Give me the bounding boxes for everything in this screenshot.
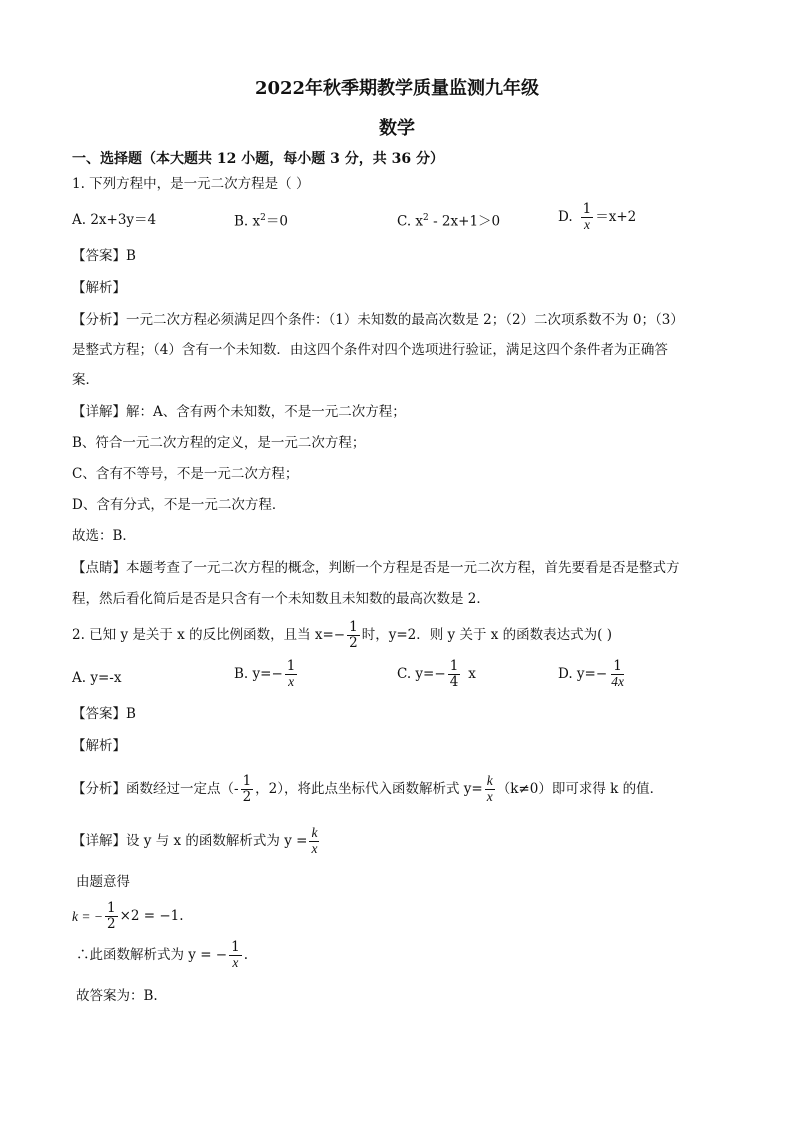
q2-therefore-num: 1 — [231, 939, 240, 955]
q2-option-c-pre: C. y=− — [397, 665, 446, 682]
q2-option-d-pre: D. y=− — [558, 665, 608, 682]
q1-option-b-sup: 2 — [260, 213, 266, 223]
q1-dianjing-tag: 【点睛】 — [72, 560, 126, 576]
q2-option-b — [234, 659, 299, 690]
q1-xiangjie-tag: 【详解】 — [72, 404, 126, 420]
q2-fenxi-num2: k — [486, 773, 493, 788]
subject-title: 数学 — [379, 118, 415, 139]
q2-stem-fraction — [347, 620, 360, 651]
q2-option-b-den: x — [288, 673, 295, 689]
q2-therefore-fraction — [229, 940, 242, 971]
q2-fenxi-post: （k≠0）即可求得 k 的值． — [496, 780, 664, 797]
q2-option-c — [397, 659, 476, 690]
q1-option-b-post: ＝0 — [265, 213, 288, 230]
q1-answer-tag: 【答案】 — [72, 248, 126, 264]
q1-stem: 1. 下列方程中，是一元二次方程是（ ） — [72, 176, 310, 192]
q2-xiangjie-den: x — [311, 840, 318, 856]
q2-option-d-den: 4x — [611, 673, 624, 689]
q1-xiangjie-b: B、符合一元二次方程的定义，是一元二次方程； — [72, 435, 366, 451]
q1-option-b — [234, 214, 288, 229]
q1-fenxi-line1 — [72, 314, 684, 328]
q1-option-c — [397, 214, 500, 229]
q2-option-b-num: 1 — [286, 658, 296, 674]
q2-option-d-fraction — [609, 659, 626, 690]
q2-therefore-den: x — [232, 954, 239, 970]
q1-xiangjie-a — [72, 406, 406, 420]
q2-therefore-pre: ∴此函数解析式为 y = − — [76, 946, 228, 963]
q1-dianjing-text1: 本题考查了一元二次方程的概念，判断一个方程是否是一元二次方程，首先要看是否是整式方 — [126, 560, 680, 576]
q1-fenxi-tag: 【分析】 — [72, 312, 126, 328]
q2-option-a: A. y=-x — [72, 670, 122, 686]
q2-k-num: 1 — [106, 900, 116, 916]
q2-option-c-post: x — [468, 665, 476, 682]
q2-option-d-num: 1 — [613, 658, 622, 674]
q1-option-d-den: x — [583, 216, 590, 232]
q2-fenxi-num1: 1 — [242, 773, 252, 789]
q2-stem-post: 时，y=2．则 y 关于 x 的函数表达式为( ) — [361, 626, 612, 643]
q2-answer — [72, 708, 136, 722]
q2-xiangjie-tag: 【详解】 — [72, 832, 126, 849]
q2-fenxi-pre: 函数经过一定点（- — [126, 780, 239, 797]
q1-option-c-pre: C. x — [397, 213, 424, 230]
q2-option-c-den: 4 — [449, 673, 459, 690]
q1-option-b-pre: B. x — [234, 213, 261, 230]
q2-k-pre: k = − — [72, 908, 103, 924]
q2-option-b-pre: B. y=− — [234, 665, 283, 682]
q2-fenxi-tag: 【分析】 — [72, 780, 126, 797]
q2-stem-num: 1 — [349, 619, 358, 635]
q2-xiangjie-fraction — [309, 826, 319, 857]
q1-option-d — [558, 202, 636, 233]
q2-option-c-num: 1 — [449, 658, 459, 674]
q1-answer-value: B — [126, 248, 136, 264]
q2-fenxi — [72, 774, 663, 805]
q2-therefore — [76, 940, 248, 971]
q1-choose: 故选：B． — [72, 528, 136, 544]
q2-stem-den: 2 — [349, 634, 358, 651]
q2-option-b-fraction — [285, 659, 298, 690]
q1-analysis-tag: 【解析】 — [72, 280, 126, 296]
q1-answer — [72, 250, 136, 264]
q1-dianjing-line2: 程，然后看化简后是否是只含有一个未知数且未知数的最高次数是 2． — [72, 591, 490, 607]
q2-k-post: ×2 = −1. — [119, 907, 184, 924]
q2-answer-tag: 【答案】 — [72, 706, 126, 722]
q1-fenxi-text1: 一元二次方程必须满足四个条件：（1）未知数的最高次数是 2；（2）二次项系数不为 0；（3） — [126, 312, 684, 328]
q1-option-d-num: 1 — [582, 201, 592, 217]
q1-xiangjie-c: C、含有不等号，不是一元二次方程； — [72, 466, 299, 482]
q2-answer-value: B — [126, 706, 136, 722]
q2-youti: 由题意得 — [76, 874, 130, 890]
q2-fenxi-den1: 2 — [242, 788, 252, 805]
q1-dianjing-line1 — [72, 562, 680, 576]
q2-fenxi-fraction1 — [241, 774, 254, 805]
q2-k-equation — [72, 901, 184, 932]
q2-analysis-tag: 【解析】 — [72, 738, 126, 754]
q2-k-fraction — [105, 901, 118, 932]
q2-k-den: 2 — [106, 915, 116, 932]
section-heading: 一、选择题（本大题共 12 小题，每小题 3 分，共 36 分） — [72, 151, 444, 167]
q2-stem — [72, 620, 612, 651]
q2-xiangjie-num: k — [311, 825, 318, 840]
q1-xiangjie-d: D、含有分式，不是一元二次方程． — [72, 497, 286, 513]
q1-fenxi-line2: 是整式方程；（4）含有一个未知数．由这四个条件对四个选项进行验证，满足这四个条件者为正确答 — [72, 342, 668, 358]
q1-option-c-post: - 2x+1＞0 — [428, 213, 501, 230]
page-title: 2022年秋季期教学质量监测九年级 — [254, 78, 540, 99]
q2-xiangjie — [72, 826, 321, 857]
q2-therefore-post: . — [243, 946, 249, 963]
q2-fenxi-den2: x — [486, 788, 493, 804]
q2-final: 故答案为：B. — [76, 988, 158, 1004]
q1-option-d-label: D. — [558, 208, 573, 225]
q1-fenxi-line3: 案． — [72, 372, 99, 388]
q2-stem-pre: 2. 已知 y 是关于 x 的反比例函数，且当 x=− — [72, 626, 346, 643]
q1-option-c-sup: 2 — [423, 213, 429, 223]
q1-option-a: A. 2x+3y＝4 — [72, 212, 157, 228]
q1-xiangjie-a-text: 解：A、含有两个未知数，不是一元二次方程； — [126, 404, 406, 420]
q2-option-c-fraction — [448, 659, 461, 690]
q1-option-d-post: ＝x+2 — [595, 208, 637, 225]
q2-xiangjie-pre: 设 y 与 x 的函数解析式为 y = — [126, 832, 308, 849]
q1-option-d-fraction — [581, 202, 594, 233]
q2-fenxi-fraction2 — [485, 774, 495, 805]
q2-option-d — [558, 659, 628, 690]
q2-fenxi-mid: ，2），将此点坐标代入函数解析式 y= — [255, 780, 483, 797]
